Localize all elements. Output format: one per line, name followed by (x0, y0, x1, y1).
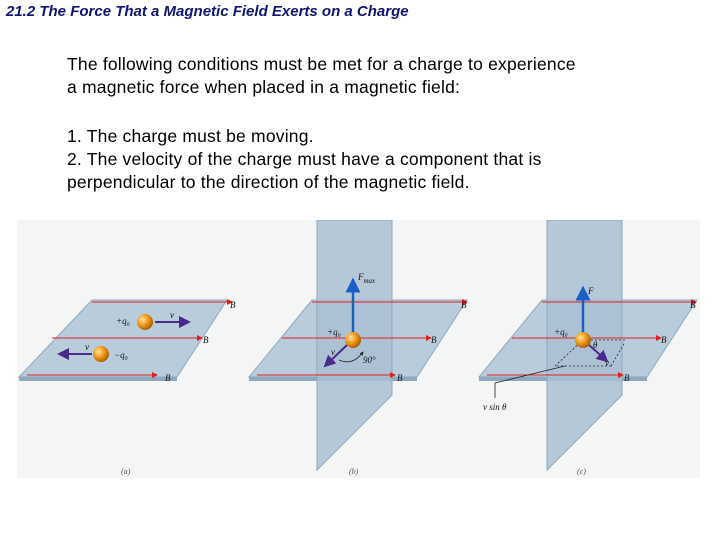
caption-a: (a) (121, 467, 131, 476)
velocity-label-b: v (331, 347, 335, 357)
field-label-b1: B (461, 300, 467, 310)
field-label-a3: B (165, 373, 171, 383)
field-label-b2: B (431, 335, 437, 345)
field-label-c1: B (690, 300, 696, 310)
neg-charge-label-a: −q₀ (114, 350, 128, 360)
field-label-b3: B (397, 373, 403, 383)
field-label-c3: B (624, 373, 630, 383)
negative-charge-a (93, 346, 109, 362)
intro-paragraph (67, 53, 687, 99)
field-label-a2: B (203, 335, 209, 345)
intro-line-2: a magnetic force when placed in a magnetic field: (67, 77, 461, 97)
component-label-c: v sin θ (483, 402, 507, 412)
charge-label-c: +q₀ (554, 327, 568, 337)
velocity-label-a2: v (85, 342, 89, 352)
conditions-list (67, 125, 687, 194)
caption-c: (c) (577, 467, 586, 476)
force-label-b: $F_{max}$ (358, 272, 376, 285)
charge-b (345, 332, 361, 348)
caption-b: (b) (349, 467, 359, 476)
magnetic-force-figure (17, 220, 700, 478)
condition-2-line-1: 2. The velocity of the charge must have a component that is (67, 149, 542, 169)
slide-title: 21.2 The Force That a Magnetic Field Exerts on a Charge (6, 3, 409, 20)
condition-1: 1. The charge must be moving. (67, 126, 314, 146)
angle-label-b: 90° (363, 355, 376, 365)
force-label-c: F (588, 286, 594, 296)
velocity-label-a1: v (170, 310, 174, 320)
intro-line-1: The following conditions must be met for a charge to experience (67, 54, 576, 74)
pos-charge-label-a: +q₀ (116, 316, 130, 326)
positive-charge-a (137, 314, 153, 330)
velocity-label-c: v (605, 358, 609, 368)
field-label-a1: B (230, 300, 236, 310)
charge-c (575, 332, 591, 348)
angle-label-c: θ (593, 340, 598, 350)
charge-label-b: +q₀ (327, 327, 341, 337)
field-label-c2: B (661, 335, 667, 345)
condition-2-line-2: perpendicular to the direction of the magnetic field. (67, 172, 470, 192)
